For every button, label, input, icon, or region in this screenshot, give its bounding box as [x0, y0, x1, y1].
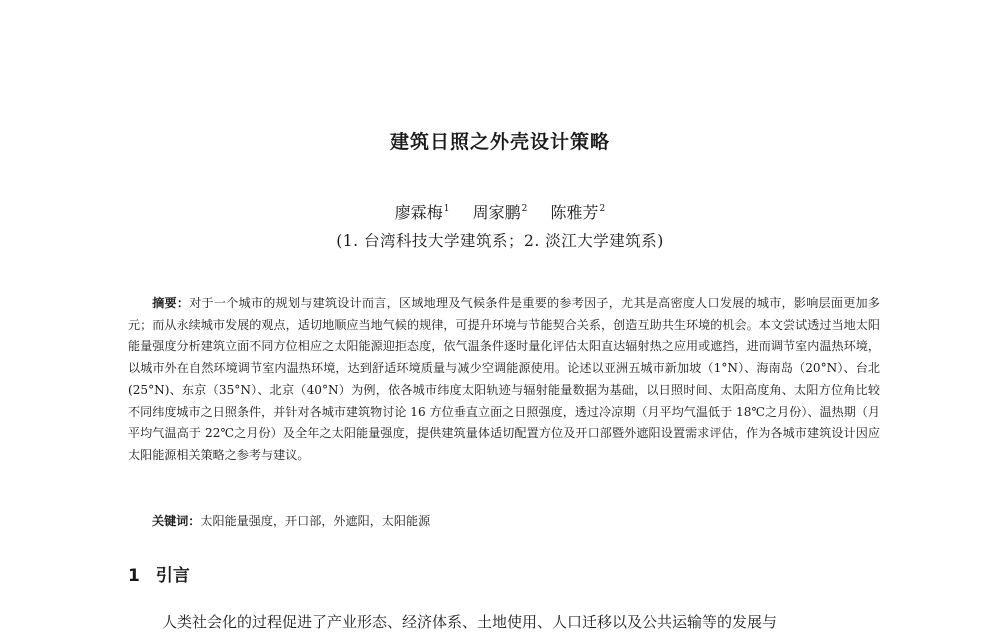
section-number: 1 [128, 566, 140, 586]
keywords-text: 太阳能量强度，开口部，外遮阳，太阳能源 [200, 514, 431, 528]
abstract-label: 摘要： [152, 296, 190, 310]
keywords-label: 关键词： [152, 514, 201, 528]
author [550, 200, 605, 223]
author-affiliation-mark: 1 [443, 204, 450, 214]
author [473, 200, 528, 223]
abstract [128, 293, 880, 467]
section-title: 引言 [155, 566, 190, 586]
author-name: 周家鹏 [472, 203, 521, 222]
author [395, 200, 450, 223]
author-name: 廖霖梅 [394, 203, 443, 222]
author-list [0, 200, 1000, 223]
author-name: 陈雅芳 [550, 203, 599, 222]
author-affiliation-mark: 2 [599, 204, 606, 214]
body-paragraph: 人类社会化的过程促进了产业形态、经济体系、土地使用、人口迁移以及公共运输等的发展与 [162, 613, 778, 631]
author-affiliation-mark: 2 [521, 204, 528, 214]
paper-title: 建筑日照之外壳设计策略 [389, 131, 610, 153]
abstract-text: 对于一个城市的规划与建筑设计而言，区域地理及气候条件是重要的参考因子，尤其是高密度人口发展的城市，影响层面更加多元；而从永续城市发展的观点，适切地顺应当地气候的规律，可提升环境与节能契合关系，创造互助共生环境的机会。本文尝试透过当地太阳能量强度分析建筑立面不同方位相应之太阳能源迎拒态度，依气温条件逐时量化评估太阳直达辐射热之应用或遮挡，进而调节室内温热环境，以城市外在自然环境调节室内温热环境，达到舒适环境质量与减少空调能源使用。论述以亚洲五城市新加坡（1°N）、海南岛（20°N）、台北(25°N)、东京（35°N）、北京（40°N）为例，依各城市纬度太阳轨迹与辐射能量数据为基础，以日照时间、太阳高度角、太阳方位角比较不同纬度城市之日照条件，并针对各城市建筑物讨论 16 方位垂直立面之日照强度，透过冷凉期（月平均气温低于 18℃之月份）、温热期（月平均气温高于 22℃之月份）及全年之太阳能量强度，提供建筑量体适切配置方位及开口部暨外遮阳设置需求评估，作为各城市建筑设计因应太阳能源相关策略之参考与建议。 [128, 296, 880, 462]
keywords [152, 512, 430, 529]
affiliations: (1. 台湾科技大学建筑系；2. 淡江大学建筑系) [336, 232, 664, 250]
section-heading [128, 561, 190, 586]
